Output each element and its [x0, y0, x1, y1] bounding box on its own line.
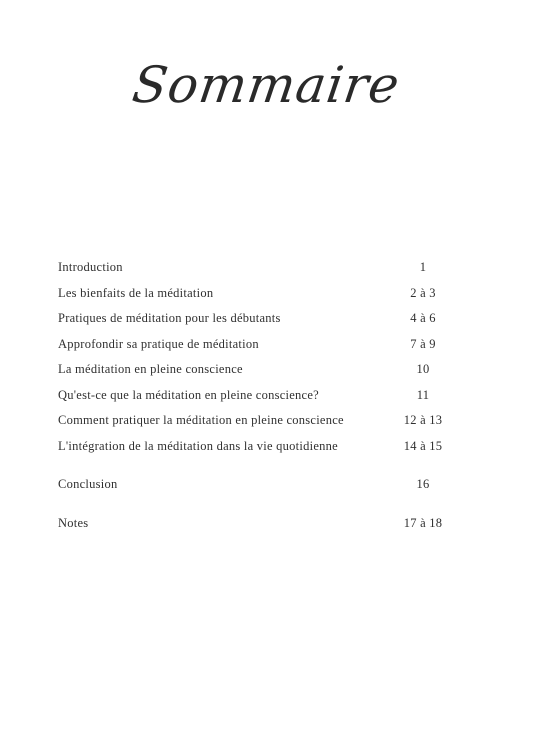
toc-entry-label: Conclusion	[58, 477, 118, 491]
toc-entry-page: 4 à 6	[410, 311, 436, 325]
toc-entry-page: 1	[419, 260, 427, 274]
toc-entry-label: La méditation en pleine conscience	[58, 362, 243, 376]
toc-entry-label: Qu'est-ce que la méditation en pleine conscience?	[58, 387, 319, 402]
toc-entry-page: 14 à 15	[403, 438, 443, 453]
toc-entry-label: Pratiques de méditation pour les débutants	[58, 311, 281, 325]
toc-entry-comment-pratiquer	[58, 411, 458, 437]
toc-entry-quest-ce-que	[58, 386, 458, 412]
toc-entry-bienfaits	[58, 284, 458, 310]
title-area	[0, 40, 533, 130]
toc-entry-approfondir	[58, 335, 458, 361]
toc-entry-page: 2 à 3	[410, 285, 436, 300]
toc-entry-page: 10	[416, 362, 430, 376]
toc-entry-label: Notes	[58, 515, 89, 530]
toc-entry-page: 11	[416, 387, 430, 402]
toc-entry-label: Approfondir sa pratique de méditation	[58, 336, 259, 351]
toc-entry-label: Les bienfaits de la méditation	[58, 285, 214, 300]
toc-entry-page: 16	[416, 477, 430, 491]
toc-entry-label: L'intégration de la méditation dans la vie quotidienne	[58, 438, 338, 453]
toc-entry-introduction	[58, 258, 458, 284]
page-title: Sommaire	[129, 56, 404, 114]
table-of-contents	[58, 258, 458, 539]
toc-entry-pleine-conscience	[58, 360, 458, 386]
toc-entry-label: Comment pratiquer la méditation en pleine conscience	[58, 413, 344, 427]
toc-entry-page: 7 à 9	[410, 336, 436, 351]
toc-entry-integration	[58, 437, 458, 463]
toc-entry-pratiques	[58, 309, 458, 335]
toc-entry-notes	[58, 514, 458, 540]
toc-entry-conclusion	[58, 475, 458, 501]
toc-entry-page: 17 à 18	[403, 515, 443, 530]
toc-entry-page: 12 à 13	[403, 413, 443, 427]
toc-entry-label: Introduction	[58, 260, 123, 274]
